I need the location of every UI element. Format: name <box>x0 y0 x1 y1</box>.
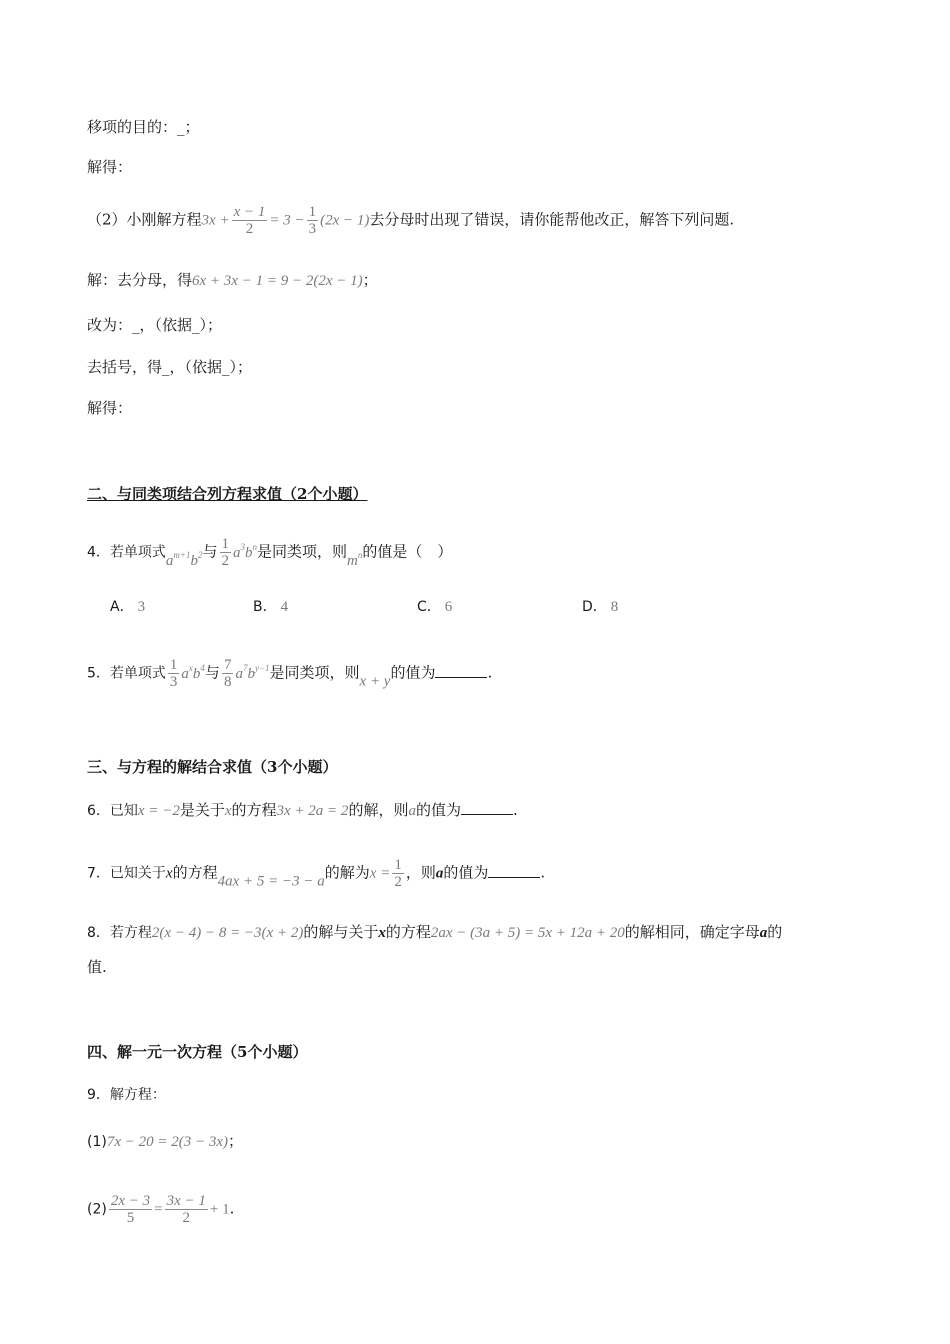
q8-mid3: 的解相同，确定字母 <box>624 923 760 941</box>
step2-line: 改为：_，（依据_）； <box>87 316 223 334</box>
q5-monomial-1: $a^xb^4$ <box>181 662 205 682</box>
purpose-line: 移项的目的：_； <box>87 118 200 136</box>
q4-fraction: $\frac{1}{2}$ <box>221 536 230 569</box>
q4-and: 与 <box>202 542 218 561</box>
eq-frac-2: $\frac{1}{3}$ <box>308 204 317 237</box>
q4-stem <box>87 536 452 571</box>
q4-expression: $m^n$ <box>347 549 363 569</box>
q6-end: . <box>512 801 518 819</box>
q6-suffix: 的值为 <box>415 801 461 819</box>
step4-line: 解得： <box>87 399 133 417</box>
eq-part-c: (2x − 1) <box>320 212 370 229</box>
q5-monomial-2: $a^7b^{y-1}$ <box>235 662 270 682</box>
section4-title: 四、解一元一次方程（5个小题） <box>87 1043 308 1061</box>
q9-part2 <box>87 1193 234 1226</box>
q7-suffix: 的值为 <box>443 863 489 882</box>
q7-var-x: x <box>165 865 173 882</box>
step1-suffix: ； <box>362 271 378 289</box>
q8-equation-1: 2(x − 4) − 8 = −3(x + 2) <box>151 925 304 941</box>
q5-fraction-1: $\frac{1}{3}$ <box>169 657 178 690</box>
q4-suffix: 的值是（ ） <box>362 542 453 561</box>
q9-p1-end: ； <box>228 1132 244 1150</box>
q7-mid2: 的解为 <box>324 863 370 882</box>
q7-equation: 4ax + 5 = −3 − a <box>217 873 325 890</box>
q5-and: 与 <box>204 663 220 682</box>
q4-monomial-2: $a^3b^n$ <box>233 541 258 561</box>
q7-stem <box>87 857 545 892</box>
section3-title: 三、与方程的解结合求值（3个小题） <box>87 758 338 776</box>
intro-suffix: 去分母时出现了错误，请你能帮他改正，解答下列问题. <box>369 210 735 229</box>
step3-line: 去括号，得_，（依据_）； <box>87 358 253 376</box>
solve-line: 解得： <box>87 158 133 176</box>
q5-answer-blank[interactable] <box>435 663 487 678</box>
step1-prefix: 解：去分母，得 <box>87 271 193 289</box>
q4-mid: 是同类项，则 <box>257 542 348 561</box>
q5-prefix: 5．若单项式 <box>87 665 166 682</box>
q5-suffix: 的值为 <box>390 663 436 682</box>
q7-solution-lhs: x = <box>369 865 391 882</box>
q7-var-a: a <box>435 865 444 882</box>
q9-p2-tail: + 1 <box>209 1201 230 1218</box>
q7-solution-fraction: $\frac{1}{2}$ <box>394 857 402 890</box>
q7-answer-blank[interactable] <box>488 863 540 878</box>
q6-answer-blank[interactable] <box>461 800 513 815</box>
q7-mid: 的方程 <box>172 863 218 882</box>
q5-fraction-2: $\frac{7}{8}$ <box>223 657 232 690</box>
q6-condition: x = −2 <box>137 803 180 819</box>
q9-p2-equals: = <box>154 1201 163 1218</box>
q8-line2: 值. <box>87 958 107 976</box>
q6-mid3: 的解，则 <box>348 801 409 819</box>
q9-part1 <box>87 1131 243 1152</box>
q5-expression: x + y <box>359 673 391 690</box>
q4-option-d[interactable]: D． 8 <box>582 599 619 615</box>
q7-prefix: 7．已知关于 <box>87 865 166 882</box>
q8-stem <box>87 922 782 943</box>
q9-p2-end: . <box>229 1199 235 1218</box>
q6-equation: 3x + 2a = 2 <box>276 803 349 819</box>
q3-part2-intro <box>87 204 734 237</box>
q8-var-a: a <box>759 925 768 941</box>
q6-var-x: x <box>224 803 232 819</box>
q9-title: 9．解方程： <box>87 1087 166 1103</box>
q9-p2-fraction-1: $\frac{2x - 3}{5}$ <box>110 1193 151 1226</box>
q9-p2-fraction-2: $\frac{3x - 1}{2}$ <box>166 1193 206 1226</box>
q6-var-a: a <box>408 803 416 819</box>
eq-part-b: = 3 − <box>269 212 305 229</box>
q5-mid: 是同类项，则 <box>269 663 360 682</box>
section2-title: 二、与同类项结合列方程求值（2个小题） <box>87 485 368 503</box>
q5-stem <box>87 657 492 692</box>
step1-line <box>87 270 378 291</box>
q9-p1-equation: 7x − 20 = 2(3 − 3x) <box>106 1134 229 1150</box>
q8-mid: 的解与关于 <box>303 923 379 941</box>
q6-mid2: 的方程 <box>231 801 277 819</box>
q4-monomial-1: $a^{m+1}b^2$ <box>165 549 203 569</box>
step1-equation: 6x + 3x − 1 = 9 − 2(2x − 1) <box>192 273 363 289</box>
intro-prefix: （2）小刚解方程 <box>87 210 202 229</box>
q4-prefix: 4．若单项式 <box>87 544 166 561</box>
q7-end: . <box>540 863 546 882</box>
q9-p1-label: (1) <box>87 1134 107 1150</box>
q6-stem <box>87 800 518 821</box>
q9-p2-label: (2) <box>87 1201 107 1218</box>
q6-prefix: 6．已知 <box>87 803 138 819</box>
q8-equation-2: 2ax − (3a + 5) = 5x + 12a + 20 <box>430 925 625 941</box>
q7-mid3: ，则 <box>405 863 436 882</box>
q8-var-x: x <box>378 925 386 941</box>
q4-option-a[interactable]: A． 3 <box>110 599 146 615</box>
q5-end: . <box>487 663 493 682</box>
q8-prefix: 8．若方程 <box>87 925 152 941</box>
eq-frac-1: $\frac{x - 1}{2}$ <box>233 204 266 237</box>
q8-mid2: 的方程 <box>385 923 431 941</box>
q8-suffix: 的 <box>767 923 783 941</box>
q6-mid: 是关于 <box>179 801 225 819</box>
eq-part-a: 3x + <box>201 212 230 229</box>
q4-option-b[interactable]: B． 4 <box>253 599 289 615</box>
q4-option-c[interactable]: C． 6 <box>417 599 453 615</box>
